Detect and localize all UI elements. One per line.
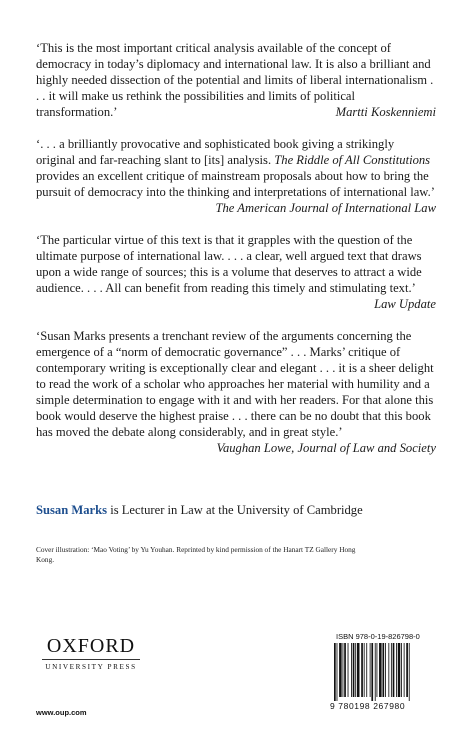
barcode-bar xyxy=(391,643,392,697)
review-quote-text: ‘The particular virtue of this text is that it grapples with the question of the ultimate purpose of international law. . . . a clear, well argued text that draws upon a wide range of sources; this is a volume that deserves to attract a wide audience. . . . All can benefit from reading this timely and stimulating text.’ xyxy=(36,233,422,295)
barcode-bar xyxy=(409,643,410,701)
barcode-bar xyxy=(339,643,342,697)
publisher-logo xyxy=(36,636,146,672)
barcode-bar xyxy=(396,643,397,697)
barcode-bar xyxy=(406,643,408,697)
barcode-bar xyxy=(371,643,373,701)
review-quote-2 xyxy=(36,136,436,216)
barcode-image xyxy=(332,643,432,701)
review-quote-text-continued: provides an excellent critique of mainstream proposals about how to bring the pursuit of democracy into the thinking and interpretations of international law.’ xyxy=(36,169,435,199)
barcode-bar xyxy=(361,643,363,697)
review-quote-text: ‘This is the most important critical analysis available of the concept of democracy in today’s diplomacy and international law. It is also a brilliant and highly needed dissection of the potential and limits of liberal internationalism . . . it will make us rethink the possibilities and limits of political transformation.’ xyxy=(36,41,434,119)
barcode-bar xyxy=(382,643,384,697)
review-quote-text: ‘Susan Marks presents a trenchant review of the arguments concerning the emergence of a “norm of democratic governance” . . . Marks’ critique of contemporary writing is exceptionally clear and elegant . . . it is a sheer delight to read the work of a scholar who approaches her material with humility and a simple determination to engage with it and with her readers. For that alone this book would deserve the highest praise . . . there can be no doubt that this book has moved the debate along considerably, and in great style.’ xyxy=(36,329,434,439)
review-quote-text: ‘. . . a brilliantly provocative and sophisticated book giving a strikingly original and far-reaching slant to [its] analysis. xyxy=(36,137,395,167)
barcode-bar xyxy=(379,643,382,697)
barcode-bar xyxy=(344,643,346,697)
barcode-bar xyxy=(364,643,365,697)
barcode-bar xyxy=(343,643,344,697)
barcode-bar xyxy=(348,643,349,697)
review-attribution: Vaughan Lowe, Journal of Law and Society xyxy=(216,441,436,455)
review-attribution: Law Update xyxy=(374,297,436,311)
barcode-bar xyxy=(377,643,378,697)
barcode-bar xyxy=(404,643,405,697)
review-quotes xyxy=(36,40,436,472)
review-quote-4 xyxy=(36,328,436,456)
cover-credit: Cover illustration: ‘Mao Voting’ by Yu Youhan. Reprinted by kind permission of the Hanart TZ Gallery Hong Kong. xyxy=(36,545,356,564)
review-attribution: The American Journal of International Law xyxy=(215,201,436,215)
review-quote-3 xyxy=(36,232,436,312)
review-attribution: Martti Koskenniemi xyxy=(335,105,436,119)
barcode-bar xyxy=(355,643,356,697)
barcode-bar xyxy=(398,643,401,697)
barcode-digits: 9 780198 267980 xyxy=(330,701,406,711)
barcode-block xyxy=(330,632,434,722)
barcode-bar xyxy=(351,643,352,697)
barcode-bar xyxy=(385,643,386,697)
author-bio xyxy=(36,502,436,518)
author-name: Susan Marks xyxy=(36,503,108,517)
book-title-reference: The Riddle of All Constitutions xyxy=(274,153,431,167)
barcode-bar xyxy=(357,643,360,697)
publisher-url: www.oup.com xyxy=(36,708,87,717)
barcode-bar xyxy=(375,643,376,701)
barcode-bar xyxy=(353,643,355,697)
publisher-subtitle: UNIVERSITY PRESS xyxy=(45,663,137,671)
barcode-bar xyxy=(401,643,402,697)
publisher-name: OXFORD xyxy=(46,635,136,657)
review-quote-1 xyxy=(36,40,436,120)
barcode-bar xyxy=(334,643,336,701)
barcode-bar xyxy=(388,643,389,697)
barcode-bar xyxy=(337,643,338,701)
logo-rule xyxy=(42,659,140,660)
barcode-bar xyxy=(370,643,371,697)
barcode-bar xyxy=(393,643,395,697)
barcode-bar xyxy=(366,643,367,697)
isbn-label: ISBN 978-0-19-826798-0 xyxy=(336,632,420,641)
author-bio-text: is Lecturer in Law at the University of Cambridge xyxy=(107,503,363,517)
